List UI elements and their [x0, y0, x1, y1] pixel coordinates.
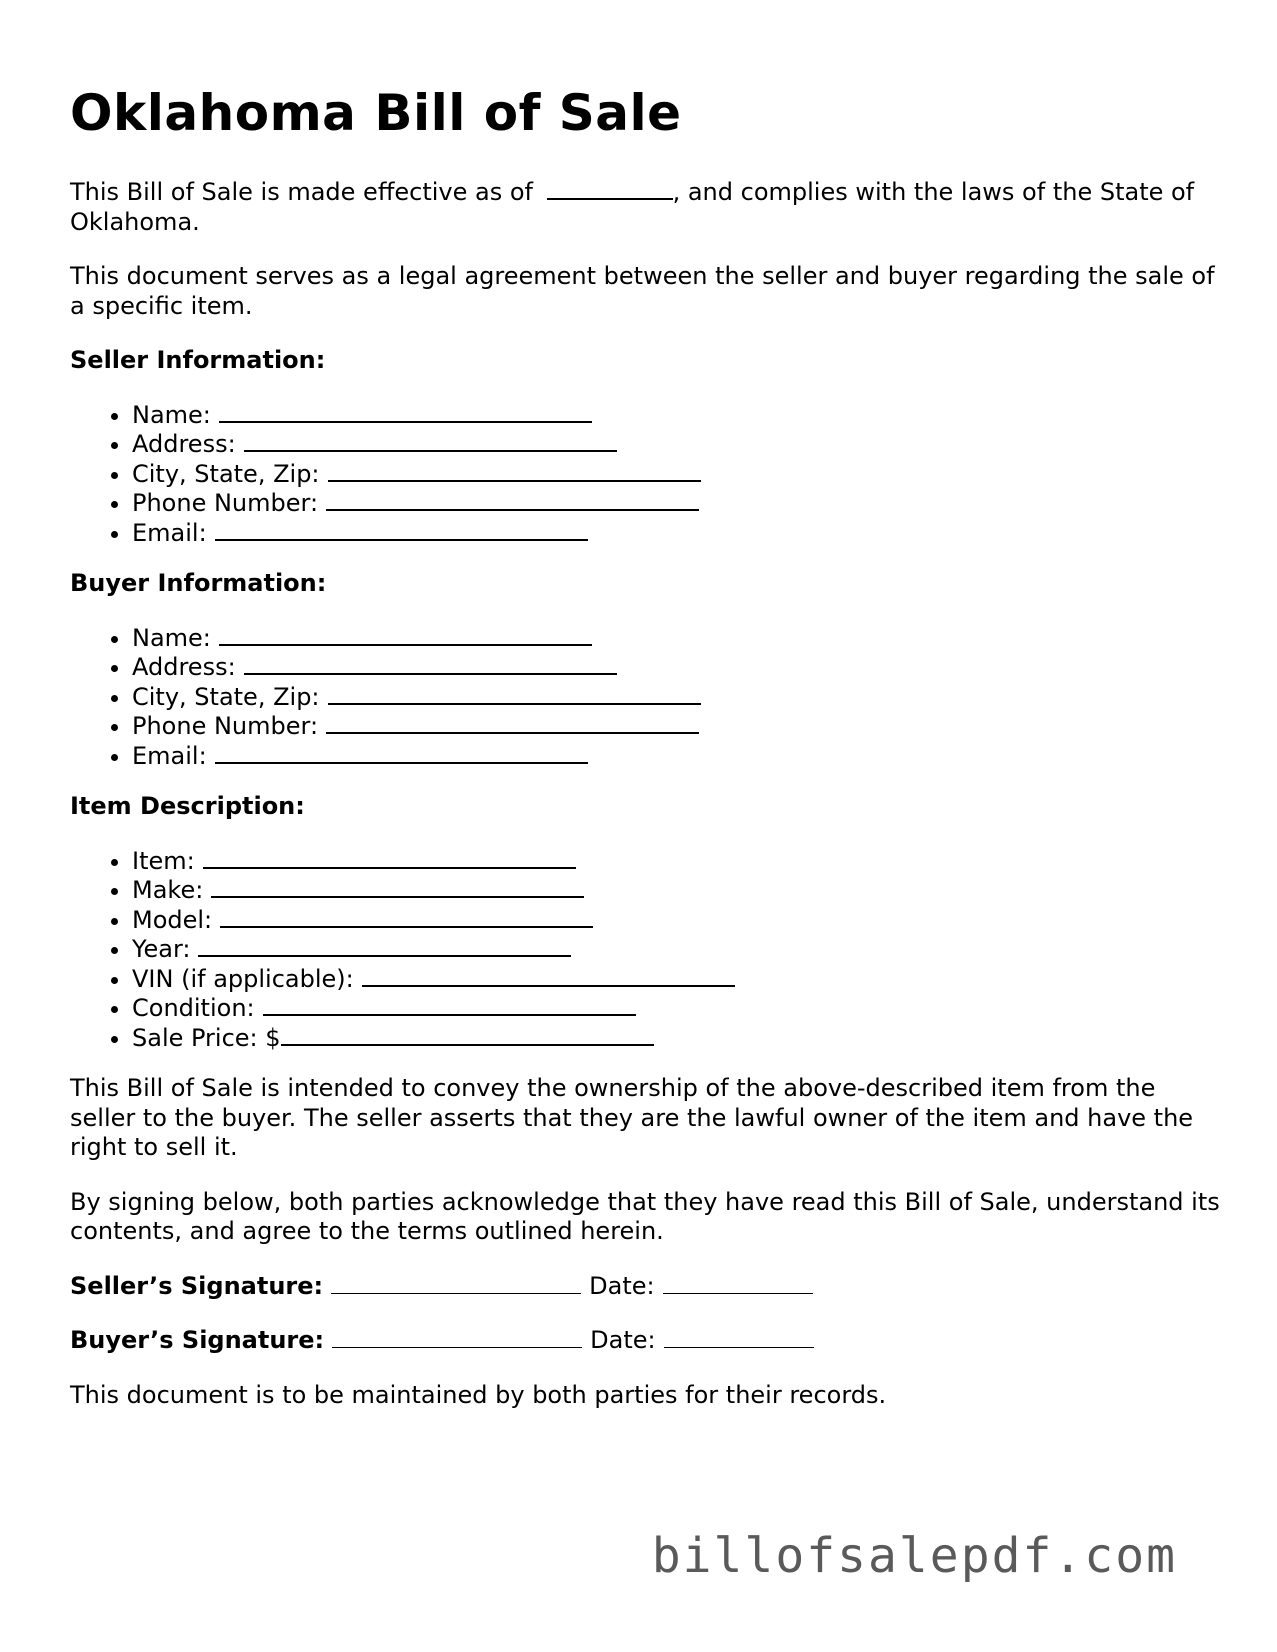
seller-fields-list	[70, 401, 1220, 549]
intro-paragraph	[70, 178, 1220, 237]
buyer-address-blank[interactable]	[244, 653, 617, 675]
model-blank[interactable]	[220, 906, 593, 928]
item-vin-item	[132, 965, 1220, 995]
field-label: City, State, Zip:	[132, 459, 320, 488]
buyer-email-blank[interactable]	[215, 742, 588, 764]
seller-name-item	[132, 401, 1220, 431]
buyer-name-blank[interactable]	[219, 624, 592, 646]
seller-city-state-zip-item	[132, 460, 1220, 490]
seller-signature-blank[interactable]	[331, 1273, 581, 1294]
field-label: VIN (if applicable):	[132, 964, 354, 993]
buyer-address-item	[132, 653, 1220, 683]
seller-address-blank[interactable]	[244, 430, 617, 452]
field-label: Phone Number:	[132, 712, 319, 740]
buyer-signature-row	[70, 1326, 1220, 1356]
item-sale-price-item	[132, 1024, 1220, 1054]
item-make-item	[132, 876, 1220, 906]
intro-text-start: This Bill of Sale is made effective as of	[70, 178, 541, 206]
field-label: Year:	[132, 935, 191, 963]
field-label: Name:	[132, 623, 211, 652]
field-label: Make:	[132, 876, 204, 904]
vin-blank[interactable]	[362, 965, 735, 987]
sale-price-blank[interactable]	[281, 1024, 654, 1046]
buyer-date-label: Date:	[590, 1326, 656, 1354]
convey-paragraph: This Bill of Sale is intended to convey the ownership of the above-described item from the seller to the buyer. The seller asserts that they are the lawful owner of the item and have the right to sell it.	[70, 1074, 1194, 1161]
seller-address-item	[132, 430, 1220, 460]
make-blank[interactable]	[211, 876, 584, 898]
seller-phone-blank[interactable]	[326, 489, 699, 511]
field-label: Address:	[132, 430, 236, 458]
purpose-paragraph: This document serves as a legal agreement between the seller and buyer regarding the sale of a specific item.	[70, 262, 1215, 320]
field-label: Sale Price: $	[132, 1023, 281, 1052]
seller-phone-item	[132, 489, 1220, 519]
seller-signature-row	[70, 1272, 1220, 1302]
seller-email-blank[interactable]	[215, 519, 588, 541]
item-blank[interactable]	[203, 847, 576, 869]
item-heading: Item Description:	[70, 792, 305, 820]
field-label: Condition:	[132, 994, 255, 1022]
watermark: billofsalepdf.com	[651, 1528, 1177, 1584]
seller-email-item	[132, 519, 1220, 549]
seller-heading: Seller Information:	[70, 346, 326, 374]
item-name-item	[132, 847, 1220, 877]
footer-note: This document is to be maintained by both parties for their records.	[70, 1380, 887, 1409]
field-label: Phone Number:	[132, 489, 319, 517]
seller-date-blank[interactable]	[663, 1273, 813, 1294]
document-title: Oklahoma Bill of Sale	[70, 84, 682, 142]
buyer-city-state-zip-item	[132, 683, 1220, 713]
seller-date-label: Date:	[589, 1271, 655, 1300]
field-label: Email:	[132, 741, 207, 770]
buyer-date-blank[interactable]	[664, 1327, 814, 1348]
field-label: City, State, Zip:	[132, 682, 320, 711]
buyer-fields-list	[70, 624, 1220, 772]
item-fields-list	[70, 847, 1220, 1054]
intro-text-end: , and complies with the laws of the State of Oklahoma.	[70, 178, 1195, 236]
buyer-signature-blank[interactable]	[332, 1327, 582, 1348]
field-label: Model:	[132, 905, 213, 934]
seller-signature-label: Seller’s Signature:	[70, 1271, 324, 1300]
item-condition-item	[132, 994, 1220, 1024]
document-page	[70, 78, 1220, 1435]
buyer-name-item	[132, 624, 1220, 654]
buyer-signature-label: Buyer’s Signature:	[70, 1326, 325, 1354]
field-label: Item:	[132, 846, 195, 875]
seller-name-blank[interactable]	[219, 401, 592, 423]
buyer-email-item	[132, 742, 1220, 772]
buyer-heading: Buyer Information:	[70, 569, 327, 597]
field-label: Email:	[132, 518, 207, 547]
year-blank[interactable]	[198, 935, 571, 957]
item-year-item	[132, 935, 1220, 965]
seller-city-state-zip-blank[interactable]	[328, 460, 701, 482]
field-label: Address:	[132, 653, 236, 681]
buyer-phone-item	[132, 712, 1220, 742]
acknowledge-paragraph: By signing below, both parties acknowledge that they have read this Bill of Sale, understand its contents, and agree to the terms outlined herein.	[70, 1187, 1220, 1245]
condition-blank[interactable]	[263, 994, 636, 1016]
effective-date-blank[interactable]	[547, 178, 673, 200]
buyer-phone-blank[interactable]	[326, 712, 699, 734]
buyer-city-state-zip-blank[interactable]	[328, 683, 701, 705]
item-model-item	[132, 906, 1220, 936]
field-label: Name:	[132, 400, 211, 429]
